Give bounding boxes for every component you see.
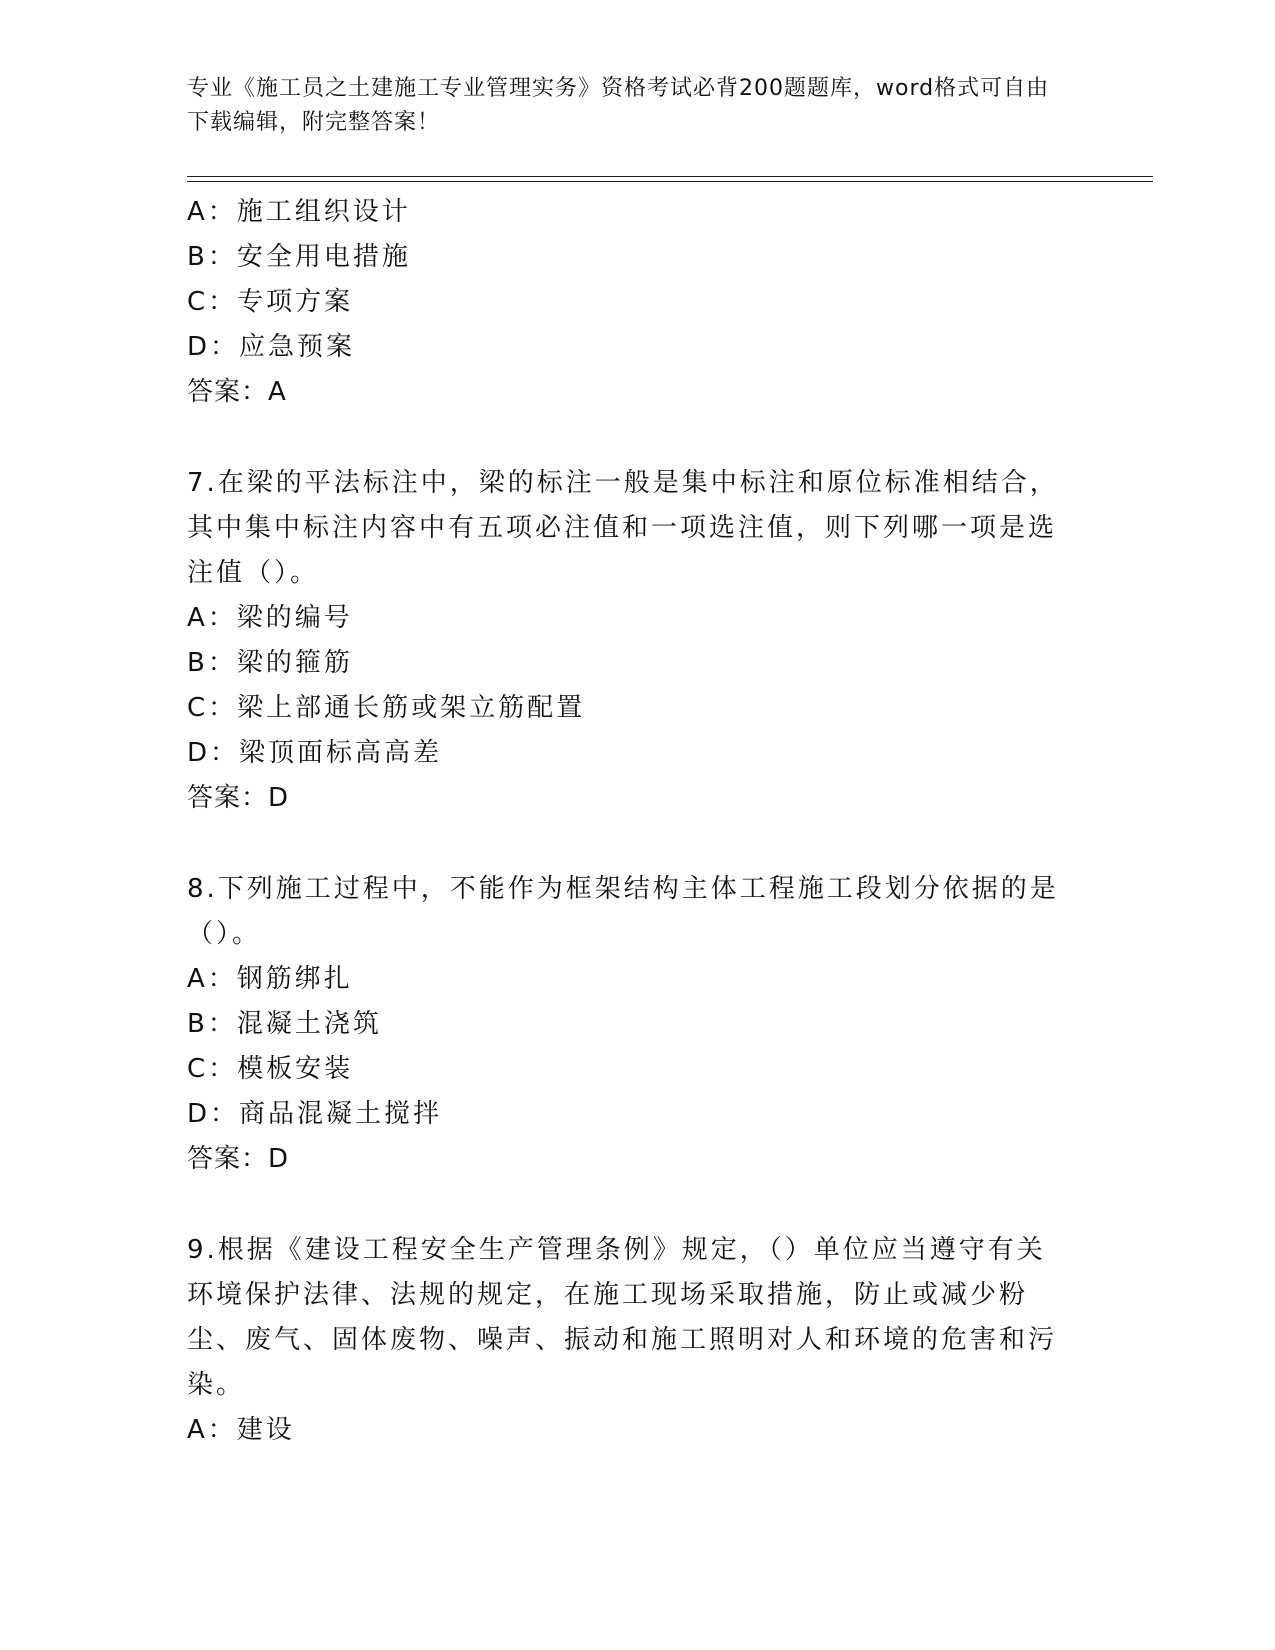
answer: 答案：D bbox=[187, 1144, 290, 1174]
option-b: B：混凝土浇筑 bbox=[187, 1009, 382, 1039]
option-b: B：安全用电措施 bbox=[187, 242, 411, 272]
option-d: D：应急预案 bbox=[187, 332, 356, 362]
option-c: C：专项方案 bbox=[187, 287, 354, 317]
option-d: D：商品混凝土搅拌 bbox=[187, 1099, 443, 1129]
answer: 答案：D bbox=[187, 783, 290, 813]
question-stem: 9.根据《建设工程安全生产管理条例》规定，（）单位应当遵守有关环境保护法律、法规的规定，在施工现场采取措施，防止或减少粉尘、废气、固体废物、噪声、振动和施工照明对人和环境的危害和污染。 bbox=[187, 1235, 1058, 1400]
option-d: D：梁顶面标高高差 bbox=[187, 738, 443, 768]
continued-question bbox=[187, 190, 1067, 415]
option-a: A：建设 bbox=[187, 1415, 295, 1445]
option-a: A：钢筋绑扎 bbox=[187, 964, 353, 994]
answer: 答案：A bbox=[187, 377, 287, 407]
question-stem: 8.下列施工过程中，不能作为框架结构主体工程施工段划分依据的是（）。 bbox=[187, 874, 1059, 949]
option-c: C：模板安装 bbox=[187, 1054, 354, 1084]
question-stem: 7.在梁的平法标注中，梁的标注一般是集中标注和原位标准相结合，其中集中标注内容中有五项必注值和一项选注值，则下列哪一项是选注值（）。 bbox=[187, 468, 1059, 588]
question-9 bbox=[187, 1228, 1067, 1453]
option-b: B：梁的箍筋 bbox=[187, 648, 353, 678]
question-8 bbox=[187, 867, 1067, 1182]
document-header: 专业《施工员之土建施工专业管理实务》资格考试必背200题题库，word格式可自由下载编辑，附完整答案！ bbox=[187, 76, 1050, 135]
option-c: C：梁上部通长筋或架立筋配置 bbox=[187, 693, 586, 723]
option-a: A：梁的编号 bbox=[187, 603, 353, 633]
question-7 bbox=[187, 461, 1067, 821]
header-divider-bottom bbox=[187, 181, 1153, 182]
option-a: A：施工组织设计 bbox=[187, 197, 411, 227]
header-divider-top bbox=[187, 176, 1153, 177]
question-content bbox=[187, 190, 1067, 1453]
